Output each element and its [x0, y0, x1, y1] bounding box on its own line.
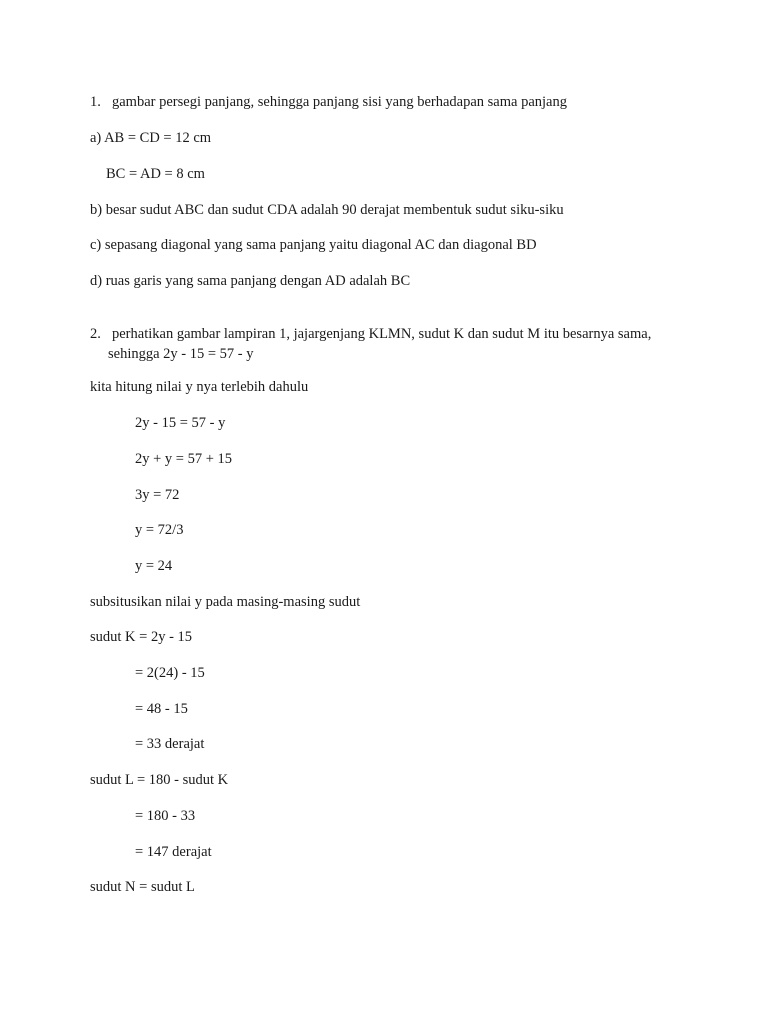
q2-step-2: 2y + y = 57 + 15: [135, 451, 233, 467]
q1-answer-c: c) sepasang diagonal yang sama panjang yaitu diagonal AC dan diagonal BD: [90, 237, 537, 253]
q1-answer-a2: BC = AD = 8 cm: [106, 166, 205, 182]
q2-subs: subsitusikan nilai y pada masing-masing sudut: [90, 594, 361, 610]
q1-number: 1.: [90, 94, 101, 110]
q2-k-step-3: = 33 derajat: [135, 736, 205, 752]
q2-sudut-l: sudut L = 180 - sudut K: [90, 772, 229, 788]
q2-number: 2.: [90, 326, 101, 342]
q1-answer-d: d) ruas garis yang sama panjang dengan AD adalah BC: [90, 273, 411, 289]
q1-answer-a1: a) AB = CD = 12 cm: [90, 130, 212, 146]
q2-intro-line: [90, 325, 651, 343]
q2-intro2: sehingga 2y - 15 = 57 - y: [108, 346, 254, 362]
q2-hitung: kita hitung nilai y nya terlebih dahulu: [90, 379, 309, 395]
q2-step-1: 2y - 15 = 57 - y: [135, 415, 226, 431]
q1-intro-line: [90, 93, 567, 111]
q2-sudut-n: sudut N = sudut L: [90, 879, 195, 895]
q2-sudut-k: sudut K = 2y - 15: [90, 629, 193, 645]
q2-step-4: y = 72/3: [135, 522, 184, 538]
q2-step-3: 3y = 72: [135, 487, 180, 503]
q2-k-step-2: = 48 - 15: [135, 701, 188, 717]
q2-l-step-1: = 180 - 33: [135, 808, 196, 824]
q1-answer-b: b) besar sudut ABC dan sudut CDA adalah 90 derajat membentuk sudut siku-siku: [90, 202, 564, 218]
q2-k-step-1: = 2(24) - 15: [135, 665, 205, 681]
q1-intro: gambar persegi panjang, sehingga panjang sisi yang berhadapan sama panjang: [112, 94, 567, 110]
q2-step-5: y = 24: [135, 558, 173, 574]
q2-l-step-2: = 147 derajat: [135, 844, 212, 860]
q2-intro1: perhatikan gambar lampiran 1, jajargenjang KLMN, sudut K dan sudut M itu besarnya sama,: [112, 326, 652, 342]
